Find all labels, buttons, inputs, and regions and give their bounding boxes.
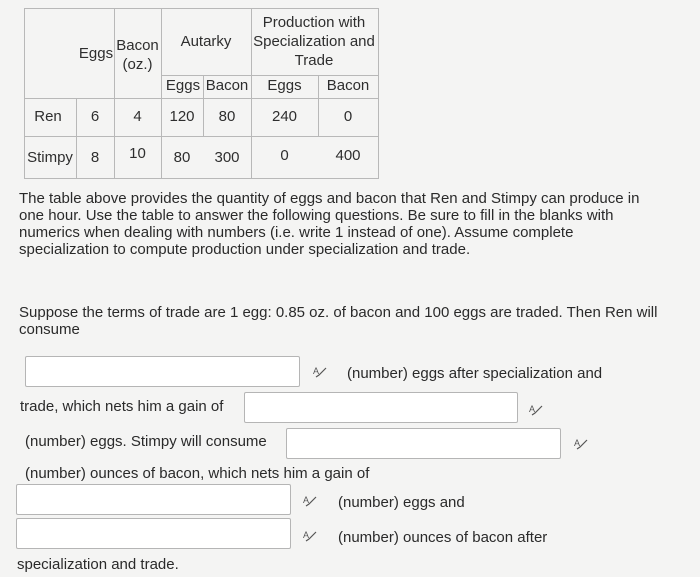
label-spec-and-trade: specialization and trade. [17, 556, 179, 573]
row-stimpy-autarky-eggs: 80 [173, 149, 191, 166]
label-eggs-after-spec: (number) eggs after specialization and [347, 365, 603, 382]
label-nets-gain: trade, which nets him a gain of [20, 398, 224, 415]
row-stimpy-eggs: 8 [90, 149, 100, 166]
label-eggs-and: (number) eggs and [338, 494, 465, 511]
subheader-autarky-eggs: Eggs [165, 77, 201, 94]
stimpy-gain-bacon-input[interactable] [16, 518, 291, 549]
header-production: Production with Specialization and Trade [253, 14, 375, 69]
spellcheck-icon[interactable] [303, 529, 317, 543]
subheader-autarky-bacon: Bacon [205, 77, 249, 94]
subheader-spec-bacon: Bacon [326, 77, 370, 94]
svg-text:A: A [303, 530, 310, 540]
spellcheck-icon[interactable] [574, 437, 588, 451]
header-eggs: Eggs [78, 45, 114, 62]
row-ren-eggs: 6 [90, 108, 100, 125]
subheader-spec-eggs: Eggs [267, 77, 302, 94]
label-ounces-gain: (number) ounces of bacon, which nets him a gain of [25, 465, 370, 482]
row-stimpy-spec-bacon: 400 [335, 147, 361, 164]
svg-text:A: A [303, 495, 310, 505]
label-ounces-after: (number) ounces of bacon after [338, 529, 548, 546]
row-ren-autarky-eggs: 120 [169, 108, 195, 125]
svg-text:A: A [313, 366, 320, 376]
spellcheck-icon[interactable] [303, 494, 317, 508]
ren-gain-eggs-input[interactable] [244, 392, 518, 423]
intro-paragraph: The table above provides the quantity of eggs and bacon that Ren and Stimpy can produce in one hour. Use the table to answer the following questions. Be sure to fill in the blanks with numerics when dealing with numbers (i.e. write 1 instead of one). Assume complete specialization to compute production under specialization and trade. [19, 190, 640, 258]
row-ren-spec-bacon: 0 [343, 108, 353, 125]
row-ren-autarky-bacon: 80 [218, 108, 236, 125]
ren-eggs-consumed-input[interactable] [25, 356, 300, 387]
row-stimpy-bacon: 10 [129, 145, 146, 162]
row-ren-bacon: 4 [133, 108, 142, 125]
header-bacon: Bacon (oz.) [116, 37, 159, 73]
spellcheck-icon[interactable] [313, 365, 327, 379]
svg-text:A: A [529, 404, 536, 414]
svg-text:A: A [574, 438, 581, 448]
stimpy-bacon-consumed-input[interactable] [286, 428, 561, 459]
row-stimpy-autarky-bacon: 300 [214, 149, 240, 166]
row-stimpy-spec-eggs: 0 [280, 147, 289, 164]
spellcheck-icon[interactable] [529, 403, 543, 417]
terms-paragraph: Suppose the terms of trade are 1 egg: 0.85 oz. of bacon and 100 eggs are traded. Then Ren will consume [19, 304, 658, 338]
row-ren-name: Ren [34, 108, 62, 125]
row-stimpy-name: Stimpy [27, 149, 73, 166]
label-stimpy-consume: (number) eggs. Stimpy will consume [25, 433, 267, 450]
header-autarky: Autarky [180, 33, 232, 50]
row-ren-spec-eggs: 240 [271, 108, 298, 125]
stimpy-gain-eggs-input[interactable] [16, 484, 291, 515]
